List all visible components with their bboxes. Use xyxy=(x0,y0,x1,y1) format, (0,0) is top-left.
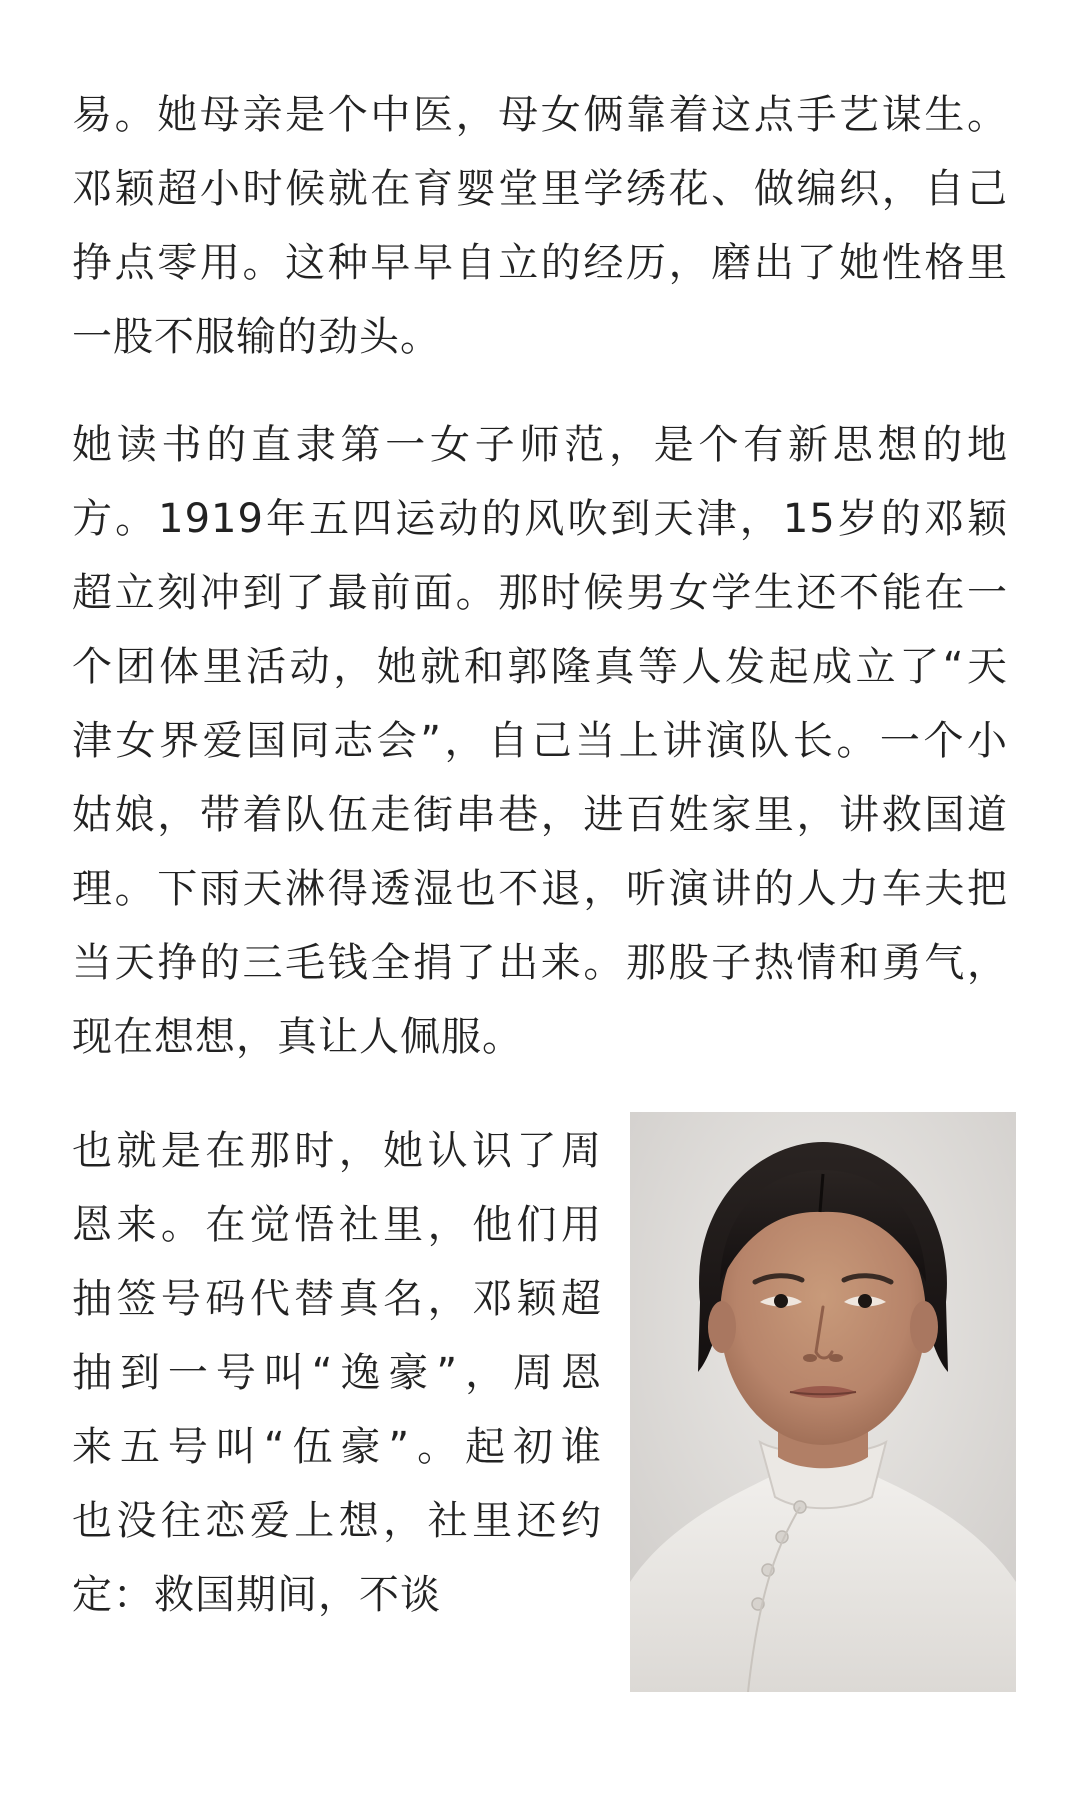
text-line: 方。1919年五四运动的风吹到天津，15岁的邓颖 xyxy=(72,496,1008,542)
text-line: 也没往恋爱上想，社里还约 xyxy=(72,1498,602,1544)
text-line: 姑娘，带着队伍走街串巷，进百姓家里，讲救国道 xyxy=(72,792,1008,838)
text-line: 也就是在那时，她认识了周 xyxy=(72,1128,602,1174)
text-line: 来五号叫“伍豪”。起初谁 xyxy=(72,1424,602,1470)
article-body xyxy=(72,78,1008,1074)
paragraph-1 xyxy=(72,78,1008,374)
text-line: 抽到一号叫“逸豪”，周恩 xyxy=(72,1350,602,1396)
text-line: 定：救国期间，不谈 xyxy=(72,1572,441,1618)
text-line: 现在想想，真让人佩服。 xyxy=(72,1014,523,1060)
text-line: 津女界爱国同志会”，自己当上讲演队长。一个小 xyxy=(72,718,1008,764)
text-line: 挣点零用。这种早早自立的经历，磨出了她性格里 xyxy=(72,240,1008,286)
text-line: 当天挣的三毛钱全捐了出来。那股子热情和勇气， xyxy=(72,940,1008,986)
text-line: 邓颖超小时候就在育婴堂里学绣花、做编织，自己 xyxy=(72,166,1008,212)
text-line: 易。她母亲是个中医，母女俩靠着这点手艺谋生。 xyxy=(72,92,1008,138)
text-line: 超立刻冲到了最前面。那时候男女学生还不能在一 xyxy=(72,570,1008,616)
text-line: 抽签号码代替真名，邓颖超 xyxy=(72,1276,602,1322)
text-line: 一股不服输的劲头。 xyxy=(72,314,441,360)
portrait-photo xyxy=(630,1112,1016,1692)
text-with-photo xyxy=(72,1114,1008,1694)
text-line: 个团体里活动，她就和郭隆真等人发起成立了“天 xyxy=(72,644,1008,690)
paragraph-3 xyxy=(72,1114,602,1632)
text-line: 她读书的直隶第一女子师范，是个有新思想的地 xyxy=(72,422,1008,468)
text-line: 恩来。在觉悟社里，他们用 xyxy=(72,1202,602,1248)
portrait-illustration xyxy=(630,1112,1016,1692)
paragraph-2 xyxy=(72,408,1008,1074)
text-line: 理。下雨天淋得透湿也不退，听演讲的人力车夫把 xyxy=(72,866,1008,912)
